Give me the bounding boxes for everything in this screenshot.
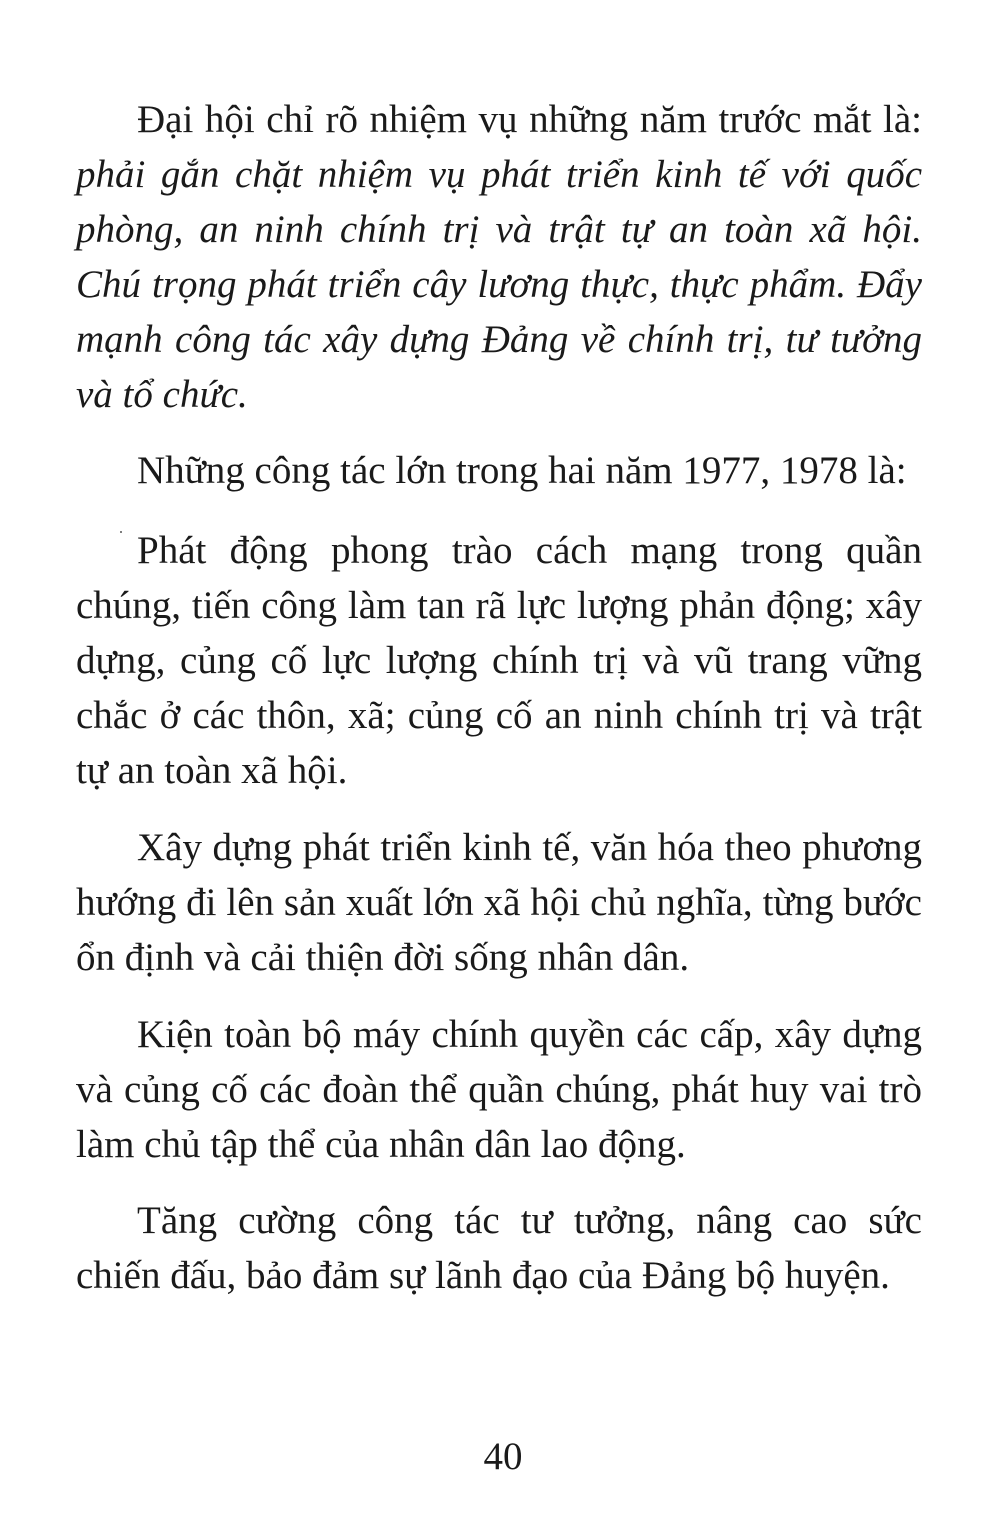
paragraph-major-work-heading: Những công tác lớn trong hai năm 1977, 1978 là: [137,449,907,492]
paragraph-congress-tasks [76,92,922,422]
paragraph-ideological-work: Tăng cường công tác tư tưởng, nâng cao sức chiến đấu, bảo đảm sự lãnh đạo của Đảng bộ huyện. [76,1199,922,1297]
paragraph-economic-development: Xây dựng phát triển kinh tế, văn hóa theo phương hướng đi lên sản xuất lớn xã hội chủ nghĩa, từng bước ổn định và cải thiện đời sống nhân dân. [76,826,922,979]
paragraph-emphasis-text: phải gắn chặt nhiệm vụ phát triển kinh tế với quốc phòng, an ninh chính trị và trật tự an toàn xã hội. Chú trọng phát triển cây lương thực, thực phẩm. Đẩy mạnh công tác xây dựng Đảng về chính trị, tư tưởng và tổ chức. [76,153,922,416]
body-text [76,92,922,1303]
page-number: 40 [483,1435,523,1478]
paragraph-government-apparatus: Kiện toàn bộ máy chính quyền các cấp, xây dựng và củng cố các đoàn thể quần chúng, phát huy vai trò làm chủ tập thể của nhân dân lao động. [76,1013,922,1166]
scan-speck [120,531,122,533]
paragraph-revolutionary-movement: Phát động phong trào cách mạng trong quần chúng, tiến công làm tan rã lực lượng phản động; xây dựng, củng cố lực lượng chính trị và vũ trang vững chắc ở các thôn, xã; củng cố an ninh chính trị và trật tự an toàn xã hội. [76,529,922,792]
paragraph-lead-text: Đại hội chỉ rõ nhiệm vụ những năm trước mắt là: [137,98,922,141]
